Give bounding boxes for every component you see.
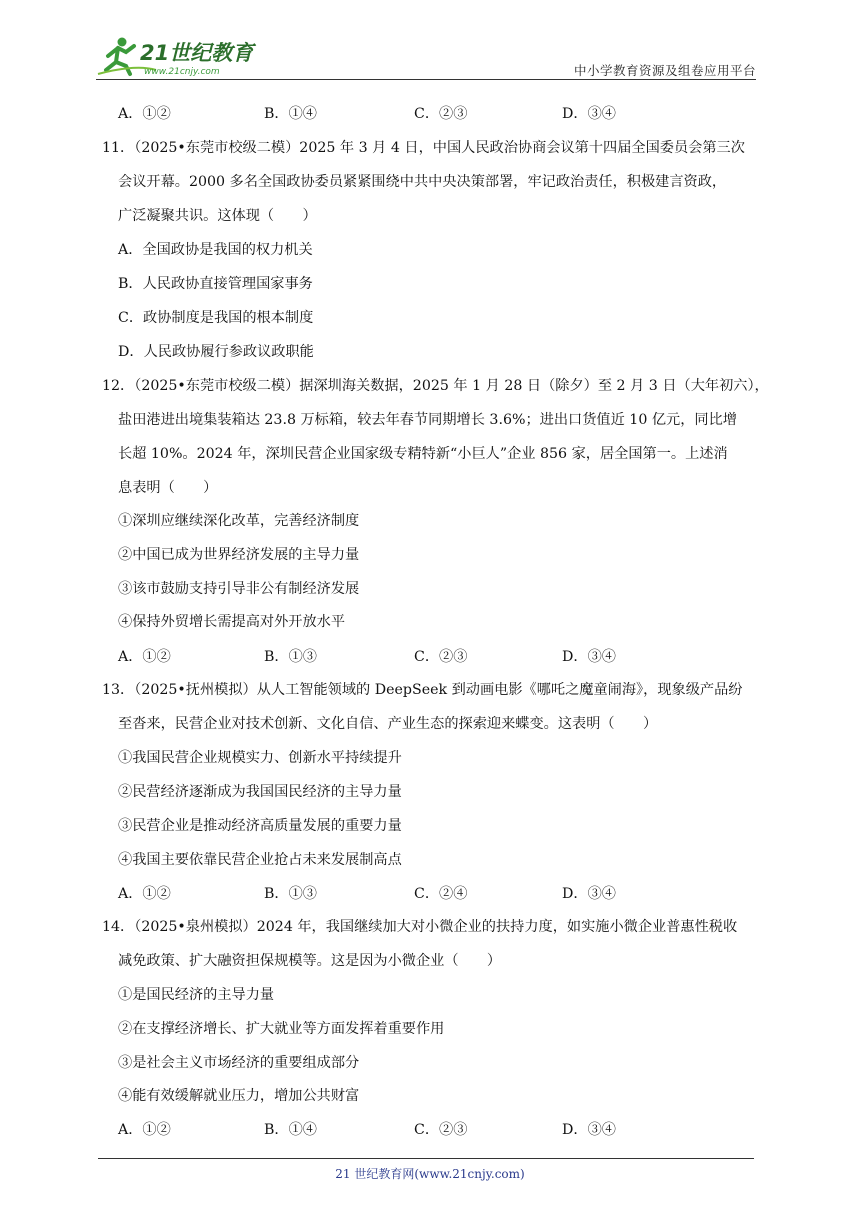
q11-stem-line-1: 11．（2025•东莞市校级二模）2025 年 3 月 4 日，中国人民政治协商会议第十四届全国委员会第三次: [102, 140, 745, 156]
q11-option-b: B．人民政协直接管理国家事务: [118, 276, 313, 292]
q14-statement-2: ②在支撑经济增长、扩大就业等方面发挥着重要作用: [118, 1021, 445, 1037]
q14-stem-line-1: 14．（2025•泉州模拟）2024 年，我国继续加大对小微企业的扶持力度，如实施小微企业普惠性税收: [102, 919, 738, 935]
option-b: B．①④: [264, 1122, 317, 1138]
q11-option-a: A．全国政协是我国的权力机关: [118, 242, 313, 258]
option-d: D．③④: [562, 1122, 616, 1138]
svg-text:www.21cnjy.com: www.21cnjy.com: [144, 67, 220, 77]
q13-choices: [118, 884, 718, 904]
page-header: [96, 30, 756, 80]
platform-name: 中小学教育资源及组卷应用平台: [573, 63, 756, 78]
header-divider: [96, 79, 756, 80]
option-a: A．①②: [118, 1122, 171, 1138]
q14-choices: [118, 1120, 718, 1140]
q11-stem-line-3: 广泛凝聚共识。这体现（ ）: [118, 208, 317, 224]
q13-statement-3: ③民营企业是推动经济高质量发展的重要力量: [118, 818, 402, 834]
option-b: B．①③: [264, 886, 317, 902]
q12-statement-4: ④保持外贸增长需提高对外开放水平: [118, 614, 346, 630]
option-b: B．①④: [264, 106, 317, 122]
svg-text:21世纪教育: 21世纪教育: [140, 41, 254, 65]
q13-statement-1: ①我国民营企业规模实力、创新水平持续提升: [118, 750, 402, 766]
q12-stem-line-2: 盐田港进出境集装箱达 23.8 万标箱，较去年春节同期增长 3.6%；进出口货值近 10 亿元，同比增: [118, 412, 737, 428]
option-a: A．①②: [118, 649, 171, 665]
q12-stem-line-4: 息表明（ ）: [118, 480, 218, 496]
q11-option-d: D．人民政协履行参政议政职能: [118, 344, 314, 360]
footer-text: 21 世纪教育网(www.21cnjy.com): [335, 1167, 525, 1181]
q12-statement-1: ①深圳应继续深化改革，完善经济制度: [118, 513, 360, 529]
footer-divider: [98, 1158, 754, 1159]
option-a: A．①②: [118, 106, 171, 122]
q14-statement-4: ④能有效缓解就业压力，增加公共财富: [118, 1088, 360, 1104]
q14-statement-1: ①是国民经济的主导力量: [118, 987, 275, 1003]
option-c: C．②③: [414, 106, 468, 122]
q13-statement-2: ②民营经济逐渐成为我国国民经济的主导力量: [118, 784, 402, 800]
option-c: C．②④: [414, 886, 468, 902]
option-d: D．③④: [562, 886, 616, 902]
option-a: A．①②: [118, 886, 171, 902]
option-b: B．①③: [264, 649, 317, 665]
site-logo: [96, 34, 266, 78]
q14-stem-line-2: 减免政策、扩大融资担保规模等。这是因为小微企业（ ）: [118, 953, 502, 969]
option-c: C．②③: [414, 1122, 468, 1138]
option-d: D．③④: [562, 649, 616, 665]
q11-stem-line-2: 会议开幕。2000 多名全国政协委员紧紧围绕中共中央决策部署，牢记政治责任，积极建言资政，: [118, 174, 727, 190]
option-c: C．②③: [414, 649, 468, 665]
q12-stem-line-3: 长超 10%。2024 年，深圳民营企业国家级专精特新“小巨人”企业 856 家，居全国第一。上述消: [118, 446, 728, 462]
q14-statement-3: ③是社会主义市场经济的重要组成部分: [118, 1055, 360, 1071]
q13-statement-4: ④我国主要依靠民营企业抢占未来发展制高点: [118, 852, 402, 868]
q13-stem-line-2: 至沓来，民营企业对技术创新、文化自信、产业生态的探索迎来蝶变。这表明（ ）: [118, 716, 658, 732]
q13-stem-line-1: 13．（2025•抚州模拟）从人工智能领域的 DeepSeek 到动画电影《哪吒之魔童闹海》，现象级产品纷: [102, 682, 743, 698]
option-d: D．③④: [562, 106, 616, 122]
q11-option-c: C．政协制度是我国的根本制度: [118, 310, 314, 326]
prev-question-options: [118, 104, 718, 124]
q12-stem-line-1: 12．（2025•东莞市校级二模）据深圳海关数据，2025 年 1 月 28 日（除夕）至 2 月 3 日（大年初六），: [102, 378, 769, 394]
q12-statement-3: ③该市鼓励支持引导非公有制经济发展: [118, 581, 360, 597]
q12-statement-2: ②中国已成为世界经济发展的主导力量: [118, 547, 360, 563]
q12-choices: [118, 647, 718, 667]
